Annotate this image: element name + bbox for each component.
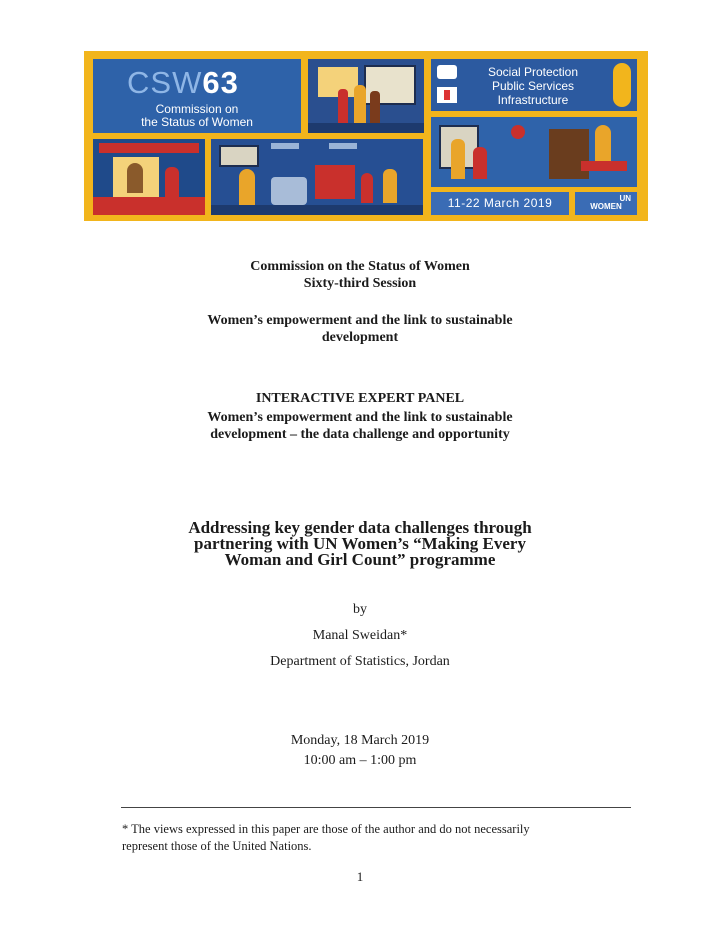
panel-heading: INTERACTIVE EXPERT PANEL Women’s empowerment and the link to sustainable development – the data challenge and opportunity	[207, 391, 513, 442]
footnote-divider	[121, 807, 631, 808]
theme-heading: Women’s empowerment and the link to sustainable development	[207, 313, 513, 345]
paper-title: Addressing key gender data challenges through partnering with UN Women’s “Making Every Woman and Girl Count” programme	[188, 518, 532, 569]
session-time: 10:00 am – 1:00 pm	[303, 753, 417, 768]
author-name: Manal Sweidan*	[312, 628, 408, 643]
commission-heading: Commission on the Status of Women Sixty-third Session	[250, 259, 470, 291]
csw63-banner	[84, 51, 648, 221]
banner-subtitle: Commission on the Status of Women	[141, 102, 253, 129]
illustration-shop	[93, 139, 205, 215]
author-affiliation: Department of Statistics, Jordan	[270, 654, 450, 669]
page-number: 1	[356, 869, 364, 884]
event-dates: 11-22 March 2019	[431, 192, 569, 215]
footnote: * The views expressed in this paper are those of the author and do not necessarily represent those of the United Nations.	[122, 822, 530, 853]
un-women-logo: UN WOMEN	[575, 192, 637, 215]
by-label: by	[353, 602, 367, 617]
illustration-street	[211, 139, 423, 215]
csw63-logo: CSW63	[127, 65, 239, 100]
session-date: Monday, 18 March 2019	[290, 733, 430, 748]
illustration-clinic	[308, 59, 424, 133]
banner-title-panel	[93, 59, 301, 133]
theme-text: Social Protection Public Services Infrastructure	[487, 65, 579, 107]
theme-panel	[431, 59, 637, 111]
illustration-classroom	[431, 117, 637, 187]
